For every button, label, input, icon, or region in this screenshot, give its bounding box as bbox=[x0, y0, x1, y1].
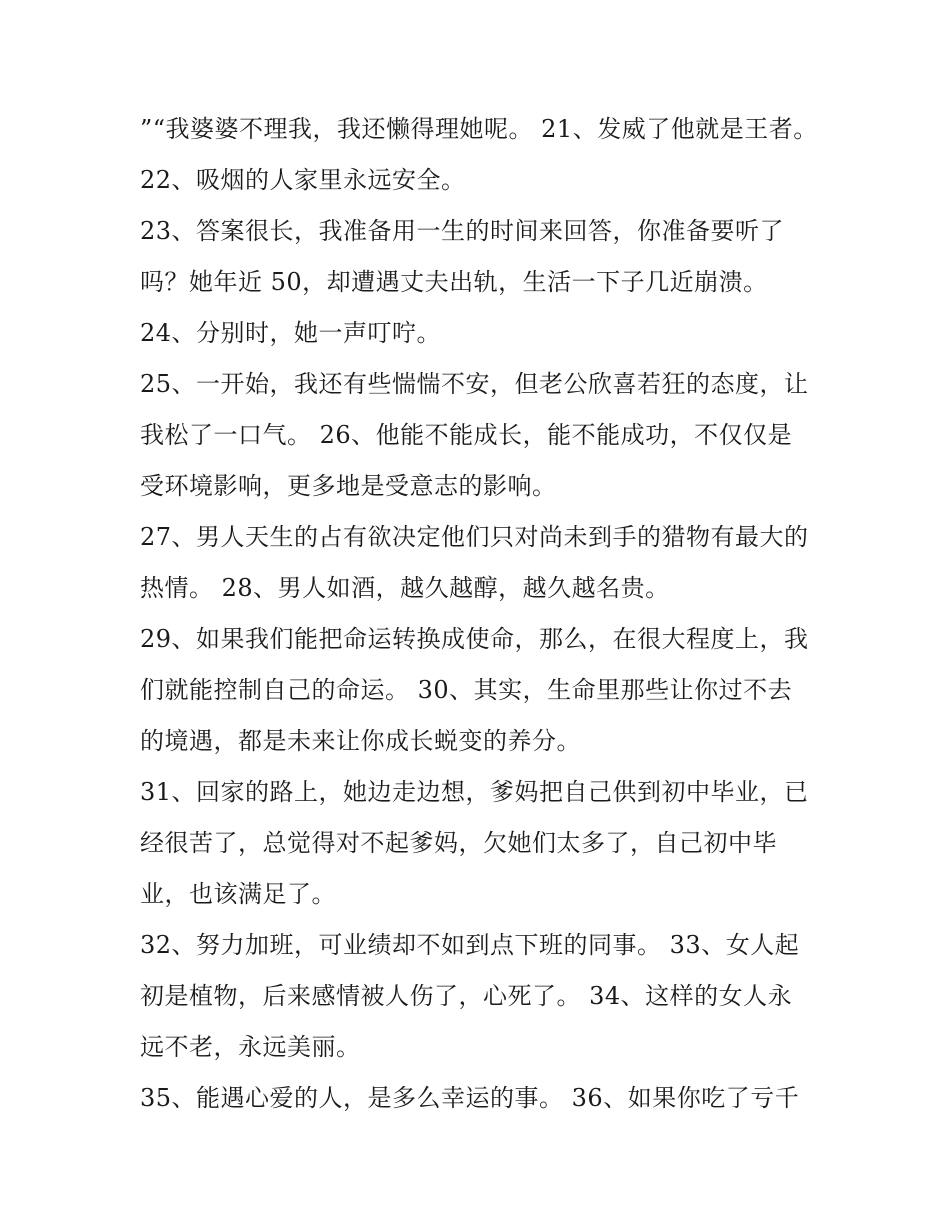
text-line: 31、回家的路上，她边走边想，爹妈把自己供到初中毕业，已 bbox=[140, 778, 809, 806]
text-line: 吗？她年近 50，却遭遇丈夫出轨，生活一下子几近崩溃。 bbox=[140, 268, 768, 296]
text-line: 27、男人天生的占有欲决定他们只对尚未到手的猎物有最大的 bbox=[140, 523, 809, 551]
text-line: 业，也该满足了。 bbox=[140, 880, 336, 908]
document-body bbox=[140, 104, 820, 1124]
text-line: 24、分别时，她一声叮咛。 bbox=[140, 319, 442, 347]
text-line: 们就能控制自己的命运。 30、其实，生命里那些让你过不去 bbox=[140, 676, 793, 704]
text-line: 22、吸烟的人家里永远安全。 bbox=[140, 166, 466, 194]
text-line: 的境遇，都是未来让你成长蜕变的养分。 bbox=[140, 727, 581, 755]
text-line: 初是植物，后来感情被人伤了，心死了。 34、这样的女人永 bbox=[140, 982, 793, 1010]
text-line: 29、如果我们能把命运转换成使命，那么，在很大程度上，我 bbox=[140, 625, 809, 653]
text-line: ”“我婆婆不理我，我还懒得理她呢。 21、发威了他就是王者。 bbox=[140, 115, 818, 143]
text-line: 远不老，永远美丽。 bbox=[140, 1033, 361, 1061]
text-line: 23、答案很长，我准备用一生的时间来回答，你准备要听了 bbox=[140, 217, 785, 245]
text-line: 我松了一口气。 26、他能不能成长，能不能成功，不仅仅是 bbox=[140, 421, 793, 449]
text-line: 热情。 28、男人如酒，越久越醇，越久越名贵。 bbox=[140, 574, 670, 602]
text-line: 32、努力加班，可业绩却不如到点下班的同事。 33、女人起 bbox=[140, 931, 800, 959]
text-line: 25、一开始，我还有些惴惴不安，但老公欣喜若狂的态度，让 bbox=[140, 370, 809, 398]
text-line: 经很苦了，总觉得对不起爹妈，欠她们太多了，自己初中毕 bbox=[140, 829, 777, 857]
text-line: 受环境影响，更多地是受意志的影响。 bbox=[140, 472, 557, 500]
text-line: 35、能遇心爱的人，是多么幸运的事。 36、如果你吃了亏千 bbox=[140, 1084, 800, 1112]
